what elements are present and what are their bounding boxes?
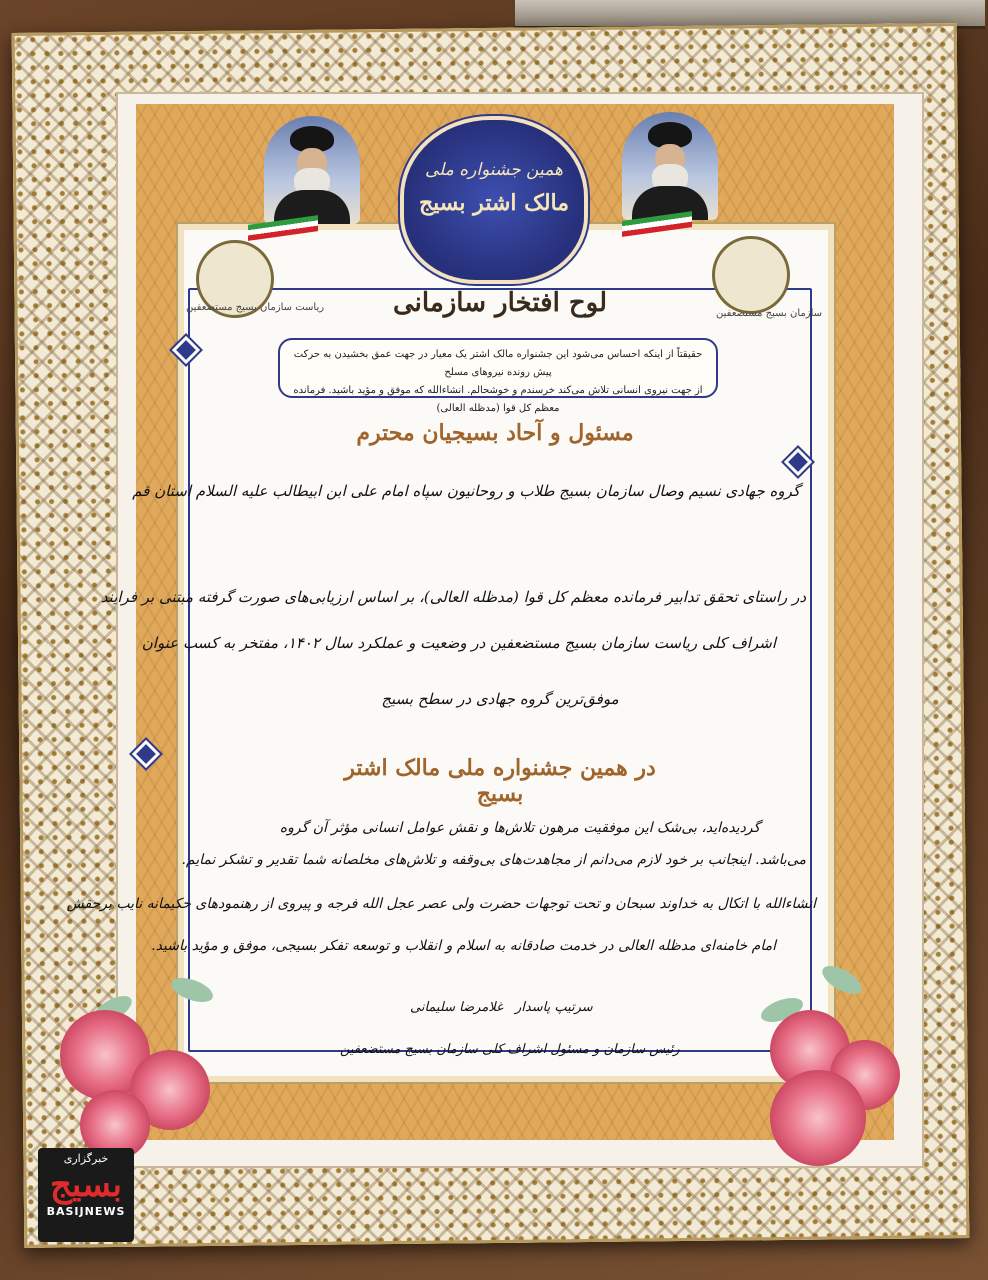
certificate-title: لوح افتخار سازمانی <box>392 288 608 318</box>
seal-logo-right <box>712 236 790 314</box>
signature-rank: سرتیپ پاسدار <box>515 1000 593 1015</box>
watermark-top: خبرگزاری <box>63 1152 109 1165</box>
banner-line1: حقیقتاً از اینکه احساس می‌شود این جشنواره مالک اشتر یک معیار در جهت عمق بخشیدن به حرکت پیش رونده نیروهای مسلح <box>293 349 703 378</box>
festival-emblem-line2: مالک اشتر بسیج <box>418 190 570 216</box>
paragraph1-line1: در راستای تحقق تدابیر فرمانده معظم کل قوا (مدظله العالی)، بر اساس ارزیابی‌های صورت گرفته مبتنی بر فرایند <box>100 588 806 606</box>
signature-title: رئیس سازمان و مسئول اشراف کلی سازمان بسیج مستضعفین <box>340 1042 680 1057</box>
rose-decoration <box>770 1070 866 1166</box>
festival-line: در همین جشنواره ملی مالک اشتر بسیج <box>344 755 656 807</box>
paragraph2-line2: می‌باشد. اینجانب بر خود لازم می‌دانم از مجاهدت‌های بی‌وقفه و تلاش‌های مخلصانه شما تقدیر و تشکر نمایم. <box>181 852 806 868</box>
paragraph2-line1: گردیده‌اید، بی‌شک این موفقیت مرهون تلاش‌ها و نقش عوامل انسانی مؤثر آن گروه <box>279 820 761 836</box>
festival-emblem-line1: همین جشنواره ملی <box>424 160 563 180</box>
quote-banner <box>278 338 718 414</box>
festival-emblem <box>404 120 584 280</box>
portrait-right <box>622 112 718 220</box>
watermark-logo-text: بسیج <box>49 1165 122 1205</box>
recipient-line: گروه جهادی نسیم وصال سازمان بسیج طلاب و روحانیون سپاه امام علی ابن ابیطالب علیه السلام استان قم <box>132 482 800 500</box>
right-logo-caption: سازمان بسیج مستضعفین <box>716 308 823 319</box>
paragraph2-line3: انشاءالله با اتکال به خداوند سبحان و تحت توجهات حضرت ولی عصر عجل الله فرجه و پیروی از رهنمودهای حکیمانه نایب برحقش <box>66 896 816 912</box>
banner-line2: از جهت نیروی انسانی تلاش می‌کند خرسندم و خوشحالم. انشاءالله که موفق و مؤید باشید. فرمانده معظم کل قوا (مدظله العالی) <box>293 385 703 414</box>
basij-news-watermark <box>38 1148 134 1242</box>
paragraph1-line2: اشراف کلی ریاست سازمان بسیج مستضعفین در وضعیت و عملکرد سال ۱۴۰۲، مفتخر به کسب عنوان <box>141 634 776 652</box>
signature-name: غلامرضا سلیمانی <box>410 1000 503 1015</box>
signature-rank-name <box>410 1000 593 1015</box>
portrait-left <box>264 116 360 224</box>
left-logo-caption: ریاست سازمان بسیج مستضعفین <box>186 302 325 313</box>
salutation: مسئول و آحاد بسیجیان محترم <box>356 420 634 446</box>
watermark-bottom: BASIJNEWS <box>46 1205 126 1218</box>
award-title: موفق‌ترین گروه جهادی در سطح بسیج <box>381 690 619 708</box>
paragraph2-line4: امام خامنه‌ای مدظله العالی در خدمت صادقانه به اسلام و انقلاب و توسعه تفکر بسیجی، موفق و مؤید باشید. <box>151 938 776 954</box>
